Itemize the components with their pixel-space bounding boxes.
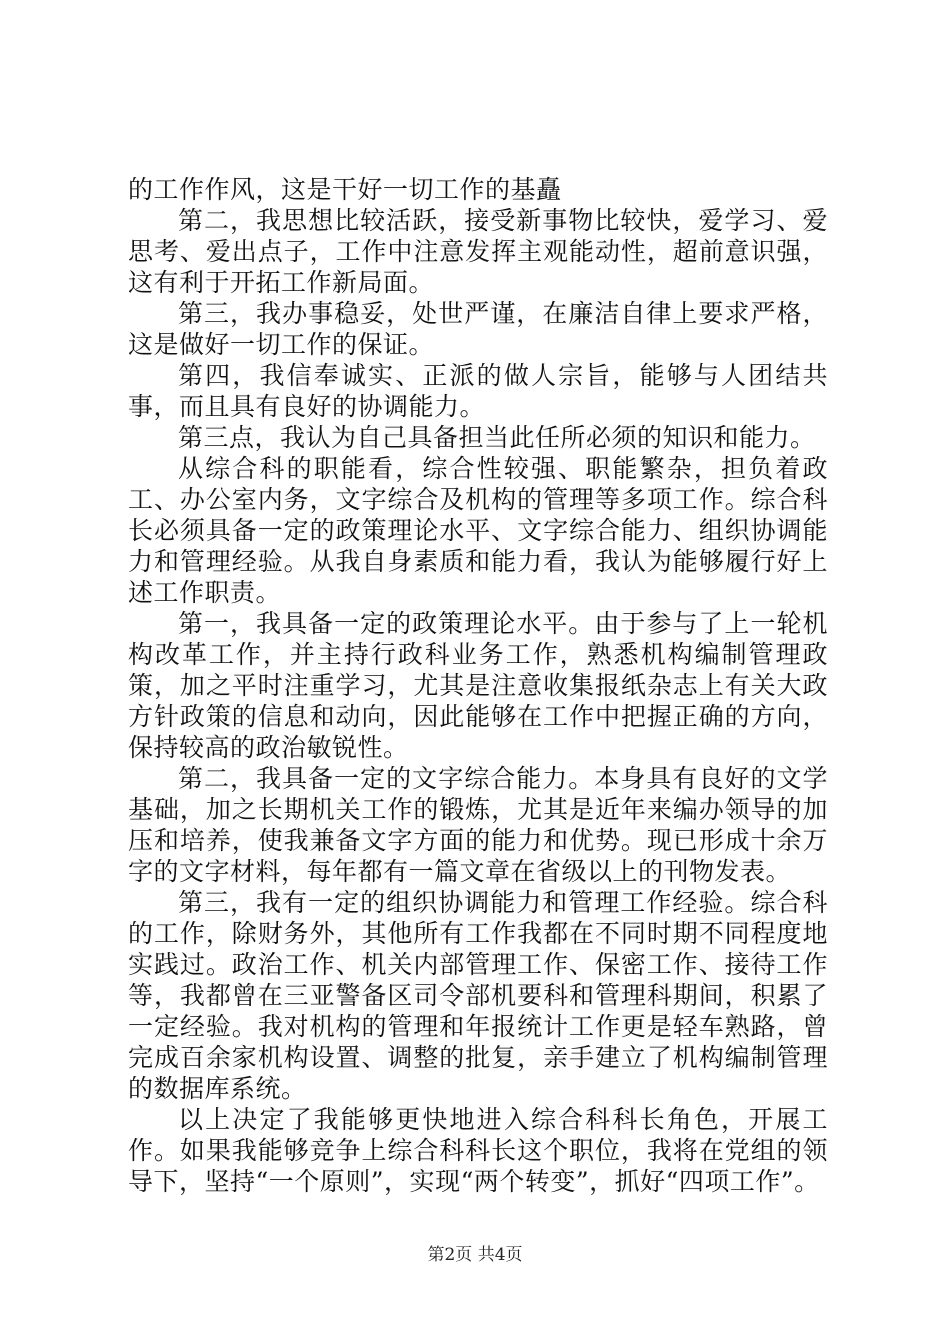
- paragraph-10: 以上决定了我能够更快地进入综合科科长角色，开展工作。如果我能够竞争上综合科科长这个职位，我将在党组的领导下，坚持“一个原则”，实现“两个转变”，抓好“四项工作”。: [128, 1105, 828, 1196]
- paragraph-9: 第三，我有一定的组织协调能力和管理工作经验。综合科的工作，除财务外，其他所有工作我都在不同时期不同程度地实践过。政治工作、机关内部管理工作、保密工作、接待工作等，我都曾在三亚警备区司令部机要科和管理科期间，积累了一定经验。我对机构的管理和年报统计工作更是轻车熟路，曾完成百余家机构设置、调整的批复，亲手建立了机构编制管理的数据库系统。: [128, 888, 828, 1103]
- paragraph-2: 第二，我思想比较活跃，接受新事物比较快，爱学习、爱思考、爱出点子，工作中注意发挥主观能动性，超前意识强，这有利于开拓工作新局面。: [128, 206, 828, 297]
- document-body: [128, 174, 828, 1197]
- page-number-footer: 第2页 共4页: [427, 1245, 523, 1265]
- paragraph-7: 第一，我具备一定的政策理论水平。由于参与了上一轮机构改革工作，并主持行政科业务工作，熟悉机构编制管理政策，加之平时注重学习，尤其是注意收集报纸杂志上有关大政方针政策的信息和动向，因此能够在工作中把握正确的方向，保持较高的政治敏锐性。: [128, 609, 828, 762]
- paragraph-1: 的工作作风，这是干好一切工作的基矗: [128, 175, 562, 204]
- paragraph-8: 第二，我具备一定的文字综合能力。本身具有良好的文学基础，加之长期机关工作的锻炼，尤其是近年来编办领导的加压和培养，使我兼备文字方面的能力和优势。现已形成十余万字的文字材料，每年都有一篇文章在省级以上的刊物发表。: [128, 764, 828, 886]
- paragraph-4: 第四，我信奉诚实、正派的做人宗旨，能够与人团结共事，而且具有良好的协调能力。: [128, 361, 828, 421]
- paragraph-3: 第三，我办事稳妥，处世严谨，在廉洁自律上要求严格，这是做好一切工作的保证。: [128, 299, 828, 359]
- paragraph-6: 从综合科的职能看，综合性较强、职能繁杂，担负着政工、办公室内务，文字综合及机构的管理等多项工作。综合科长必须具备一定的政策理论水平、文字综合能力、组织协调能力和管理经验。从我自身素质和能力看，我认为能够履行好上述工作职责。: [128, 454, 828, 607]
- paragraph-5: 第三点，我认为自己具备担当此任所必须的知识和能力。: [178, 423, 816, 452]
